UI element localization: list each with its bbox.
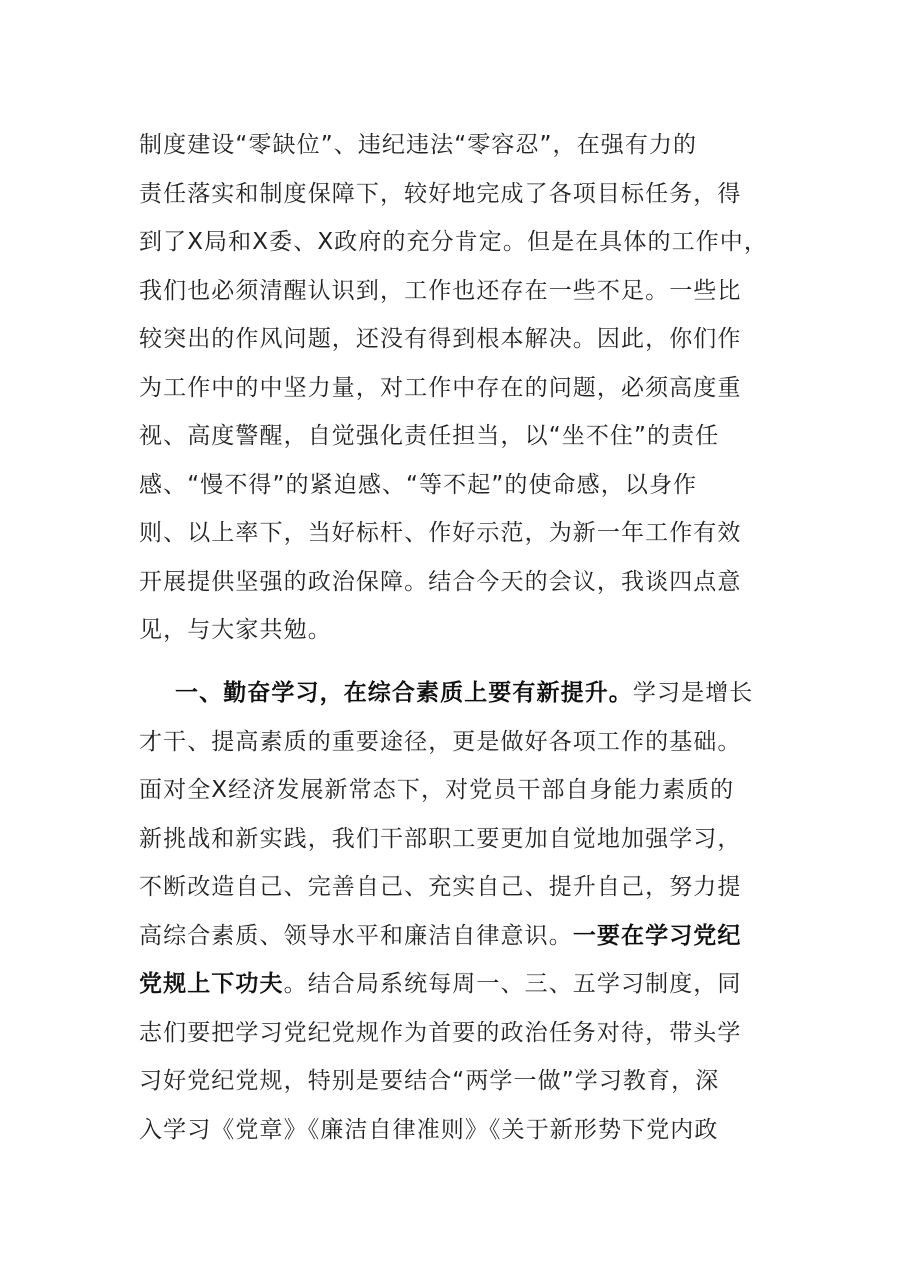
- paragraph-1-line: 感、“慢不得”的紧迫感、“等不起”的使命感，以身作: [139, 471, 698, 498]
- paragraph-2-line: 入学习《党章》《廉洁自律准则》《关于新形势下党内政: [139, 1116, 719, 1143]
- paragraph-2-text: 。结合局系统每周一、三、五学习制度，同: [283, 971, 742, 997]
- paragraph-1-line: 到了X局和X委、X政府的充分肯定。但是在具体的工作中，: [139, 229, 768, 255]
- paragraph-2-text: 高综合素质、领导水平和廉洁自律意识。: [139, 922, 573, 949]
- paragraph-1-line: 视、高度警醒，自觉强化责任担当，以“坐不住”的责任: [139, 423, 720, 449]
- paragraph-1-line: 较突出的作风问题，还没有得到根本解决。因此，你们作: [139, 326, 742, 352]
- paragraph-2-line: 新挑战和新实践，我们干部职工要更加自觉地加强学习，: [139, 825, 742, 852]
- paragraph-2-line: 习好党纪党规，特别是要结合“两学一做”学习教育，深: [139, 1068, 720, 1094]
- paragraph-2-line: 才干、提高素质的重要途径，更是做好各项工作的基础。: [139, 728, 742, 755]
- paragraph-2-line: 不断改造自己、完善自己、充实自己、提升自己，努力提: [139, 874, 742, 900]
- paragraph-2: [139, 669, 779, 1154]
- paragraph-1-line: 见，与大家共勉。: [139, 617, 332, 643]
- paragraph-2-line: [139, 912, 779, 961]
- paragraph-1-line: 为工作中的中坚力量，对工作中存在的问题，必须高度重: [139, 374, 742, 401]
- section-heading: 一、勤奋学习，在综合素质上要有新提升。: [175, 680, 633, 706]
- paragraph-2-line: 志们要把学习党纪党规作为首要的政治任务对待，带头学: [139, 1019, 742, 1046]
- paragraph-2-line: 面对全X经济发展新常态下，对党员干部自身能力素质的: [139, 777, 735, 803]
- paragraph-2-first-line: [139, 669, 779, 718]
- paragraph-1: [139, 121, 779, 655]
- subpoint-heading: 党规上下功夫: [139, 971, 284, 997]
- paragraph-2-line: [139, 960, 779, 1009]
- paragraph-1-line: 制度建设“零缺位”、违纪违法“零容忍”，在强有力的: [139, 132, 698, 158]
- paragraph-2-text: 学习是增长: [632, 680, 754, 706]
- paragraph-1-line: 开展提供坚强的政治保障。结合今天的会议，我谈四点意: [139, 568, 742, 595]
- paragraph-1-line: 我们也必须清醒认识到，工作也还存在一些不足。一些比: [139, 277, 742, 304]
- subpoint-heading: 一要在学习党纪: [572, 922, 742, 949]
- paragraph-1-line: 责任落实和制度保障下，较好地完成了各项目标任务，得: [139, 180, 742, 207]
- paragraph-1-line: 则、以上率下，当好标杆、作好示范，为新一年工作有效: [139, 520, 742, 546]
